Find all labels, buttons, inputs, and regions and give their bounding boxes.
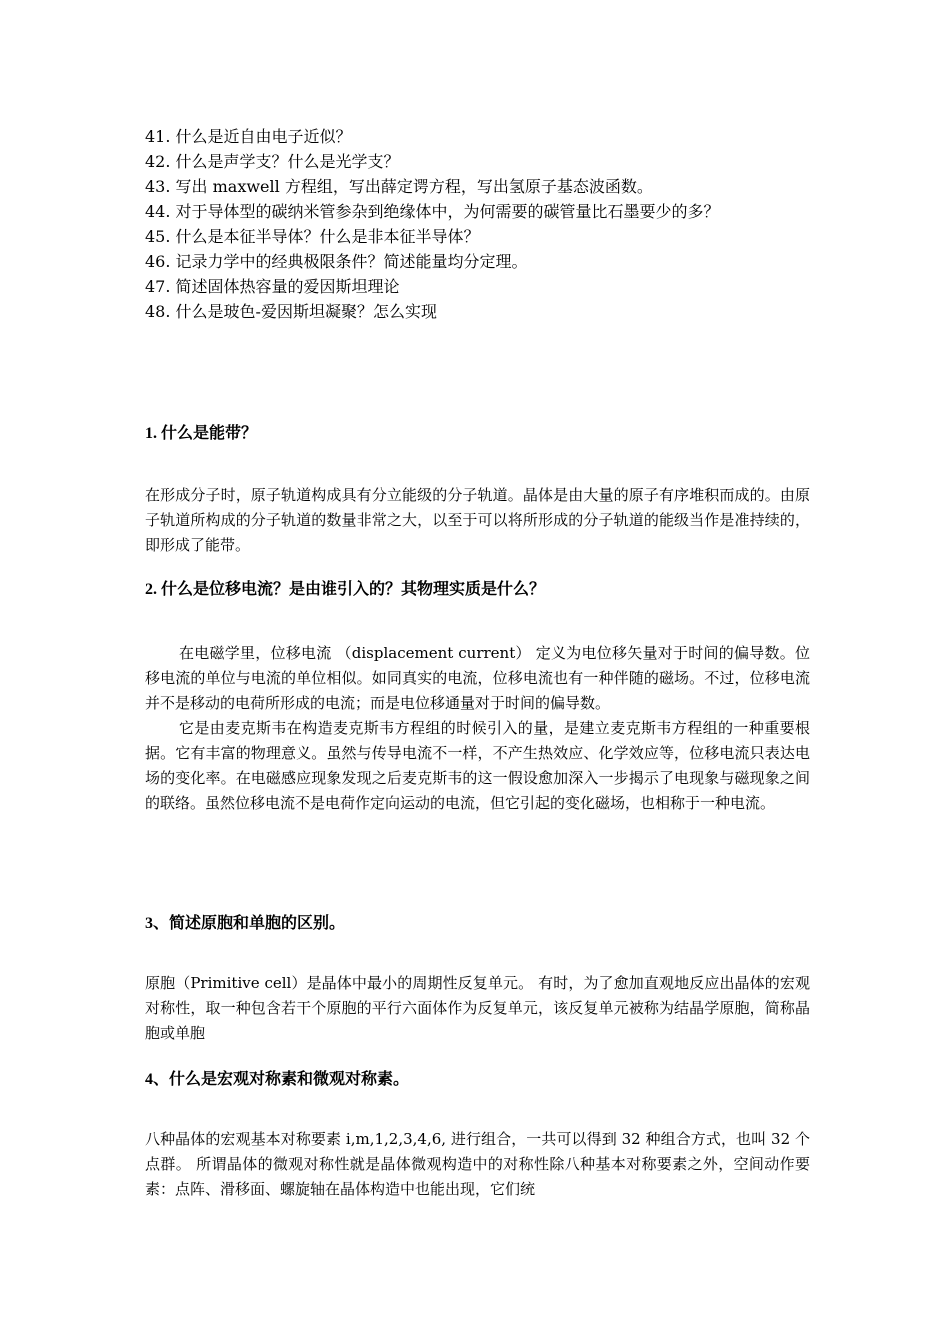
section-primitive-cell (145, 912, 810, 1046)
section-paragraph: 在形成分子时，原子轨道构成具有分立能级的分子轨道。晶体是由大量的原子有序堆积而成的。由原子轨道所构成的分子轨道的数量非常之大，以至于可以将所形成的分子轨道的能级当作是准持续的，即形成了能带。 (145, 486, 810, 554)
question-item-41: 41. 什么是近自由电子近似？ (145, 127, 352, 146)
section-displacement-current (145, 578, 810, 816)
question-item-43: 43. 写出 maxwell 方程组，写出薛定谔方程，写出氢原子基态波函数。 (145, 177, 653, 196)
section-paragraph: 在电磁学里，位移电流 （displacement current） 定义为电位移矢量对于时间的偏导数。位移电流的单位与电流的单位相似。如同真实的电流，位移电流也有一种伴随的磁场。不过，位移电流并不是移动的电荷所形成的电流；而是电位移通量对于时间的偏导数。 (145, 644, 810, 712)
section-energy-band (145, 422, 810, 558)
question-item-44: 44. 对于导体型的碳纳米管参杂到绝缘体中，为何需要的碳管量比石墨要少的多？ (145, 202, 720, 221)
section-heading: 1. 什么是能带？ (145, 425, 258, 442)
question-item-42: 42. 什么是声学支？什么是光学支？ (145, 152, 400, 171)
question-item-46: 46. 记录力学中的经典极限条件？简述能量均分定理。 (145, 252, 528, 271)
section-paragraph: 它是由麦克斯韦在构造麦克斯韦方程组的时候引入的量，是建立麦克斯韦方程组的一种重要根据。它有丰富的物理意义。虽然与传导电流不一样，不产生热效应、化学效应等，位移电流只表达电场的变化率。在电磁感应现象发现之后麦克斯韦的这一假设愈加深入一步揭示了电现象与磁现象之间的联络。虽然位移电流不是电荷作定向运动的电流，但它引起的变化磁场，也相称于一种电流。 (145, 719, 810, 812)
section-heading: 4、什么是宏观对称素和微观对称素。 (145, 1071, 410, 1088)
section-symmetry-elements (145, 1068, 810, 1202)
question-list (145, 124, 810, 324)
section-heading: 2. 什么是位移电流？是由谁引入的？其物理实质是什么？ (145, 581, 546, 598)
question-item-45: 45. 什么是本征半导体？什么是非本征半导体？ (145, 227, 480, 246)
question-item-48: 48. 什么是玻色-爱因斯坦凝聚？怎么实现 (145, 302, 437, 321)
section-paragraph: 原胞（Primitive cell）是晶体中最小的周期性反复单元。 有时，为了愈加直观地反应出晶体的宏观对称性，取一种包含若干个原胞的平行六面体作为反复单元，该反复单元被称为结晶学原胞，简称晶胞或单胞 (145, 974, 810, 1042)
question-item-47: 47. 简述固体热容量的爱因斯坦理论 (145, 277, 400, 296)
section-heading: 3、简述原胞和单胞的区别。 (145, 915, 346, 932)
section-paragraph: 八种晶体的宏观基本对称要素 i,m,1,2,3,4,6, 进行组合，一共可以得到 32 种组合方式，也叫 32 个点群。 所谓晶体的微观对称性就是晶体微观构造中的对称性除八种基本对称要素之外，空间动作要素：点阵、滑移面、螺旋轴在晶体构造中也能出现，它们统 (145, 1130, 810, 1198)
